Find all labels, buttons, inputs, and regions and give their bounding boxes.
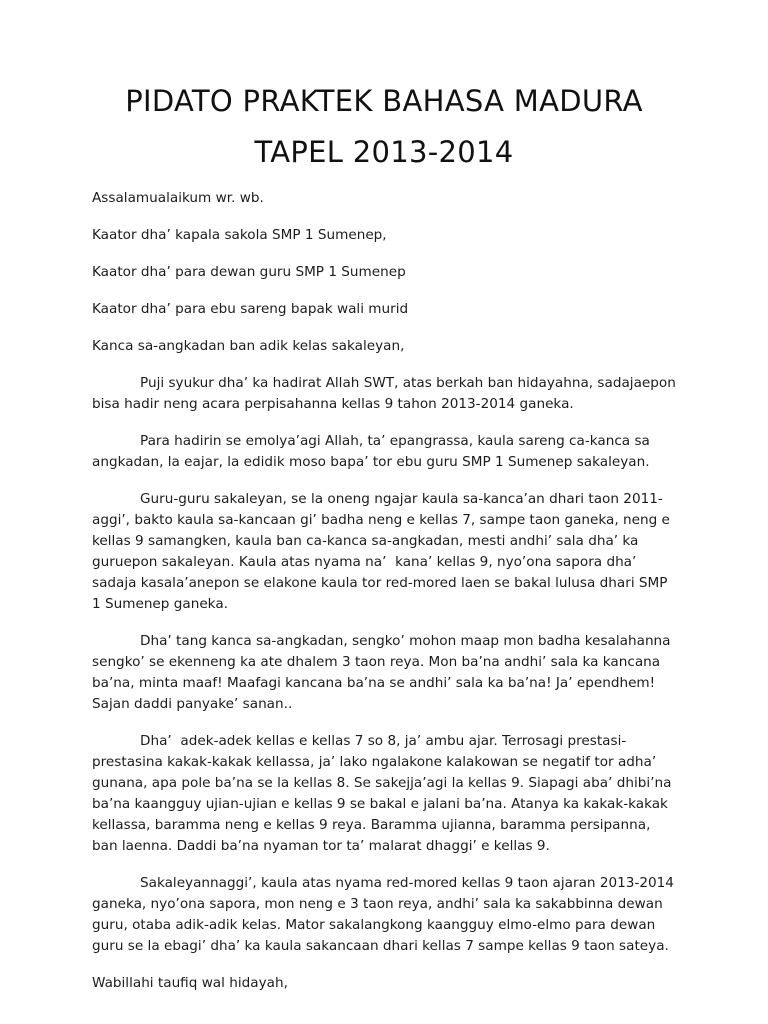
paragraph: Para hadirin se emolya’agi Allah, ta’ epangrassa, kaula sareng ca-kanca sa angkadan, la eajar, la edidik moso bapa’ tor ebu guru SMP 1 Sumenep sakaleyan. — [92, 433, 655, 470]
page-title: PIDATO PRAKTEK BAHASA MADURA — [125, 84, 643, 118]
paragraph: Guru-guru sakaleyan, se la oneng ngajar kaula sa-kanca’an dhari taon 2011-aggi’, bakto kaula sa-kancaan gi’ badha neng e kellas 7, sampe taon ganeka, neng e kellas 9 samangken, kaula ban ca-kanca sa-angkadan, mesti andhi’ sala dha’ ka guruepon sakaleyan. Kaula atas nyama na’ kana’ kellas 9, nyo’ona sapora dha’ sadaja kasala’anepon se elakone kaula tor red-mored laen se bakal lulusa dhari SMP 1 Sumenep ganeka. — [92, 491, 675, 612]
paragraph: Puji syukur dha’ ka hadirat Allah SWT, atas berkah ban hidayahna, sadajaepon bisa hadir neng acara perpisahanna kellas 9 tahon 2013-2014 ganeka. — [92, 375, 681, 412]
paragraph: Dha’ adek-adek kellas e kellas 7 so 8, ja’ ambu ajar. Terrosagi prestasi-prestasina kakak-kakak kellassa, ja’ lako ngalakone kalakowan se negatif tor adha’ gunana, apa pole ba’na se la kellas 8. Se sakejja’agi la kellas 9. Siapagi aba’ dhibi’na ba’na kaangguy ujian-ujian e kellas 9 se bakal e jalani ba’na. Atanya ka kakak-kakak kellassa, baramma neng e kellas 9 reya. Baramma ujianna, baramma persipanna, ban laenna. Daddi ba’na nyaman tor ta’ malarat dhaggi’ e kellas 9. — [92, 733, 676, 854]
paragraph: Sakaleyannaggi’, kaula atas nyama red-mored kellas 9 taon ajaran 2013-2014 ganeka, nyo’ona sapora, mon neng e 3 taon reya, andhi’ sala ka sakabbinna dewan guru, otaba adik-adik kelas. Mator sakalangkong kaangguy elmo-elmo para dewan guru se la ebagi’ dha’ ka kaula sakancaan dhari kellas 7 sampe kellas 9 taon sateya. — [92, 875, 679, 954]
body-text — [92, 188, 681, 994]
paragraph: Wabillahi taufiq wal hidayah, — [92, 975, 288, 991]
paragraph: Kanca sa-angkadan ban adik kelas sakaleyan, — [92, 338, 405, 354]
page-subtitle: TAPEL 2013-2014 — [254, 135, 514, 169]
paragraph: Kaator dha’ kapala sakola SMP 1 Sumenep, — [92, 227, 387, 243]
paragraph: Kaator dha’ para ebu sareng bapak wali murid — [92, 301, 409, 317]
paragraph: Dha’ tang kanca sa-angkadan, sengko’ mohon maap mon badha kesalahanna sengko’ se ekenneng ka ate dhalem 3 taon reya. Mon ba’na andhi’ sala ka kancana ba’na, minta maaf! Maafagi kancana ba’na se andhi’ sala ka ba’na! Ja’ ependhem! Sajan daddi panyake’ sanan.. — [92, 633, 675, 712]
paragraph: Assalamualaikum wr. wb. — [92, 190, 264, 206]
paragraph: Kaator dha’ para dewan guru SMP 1 Sumenep — [92, 264, 406, 280]
document-title-block — [0, 0, 768, 169]
